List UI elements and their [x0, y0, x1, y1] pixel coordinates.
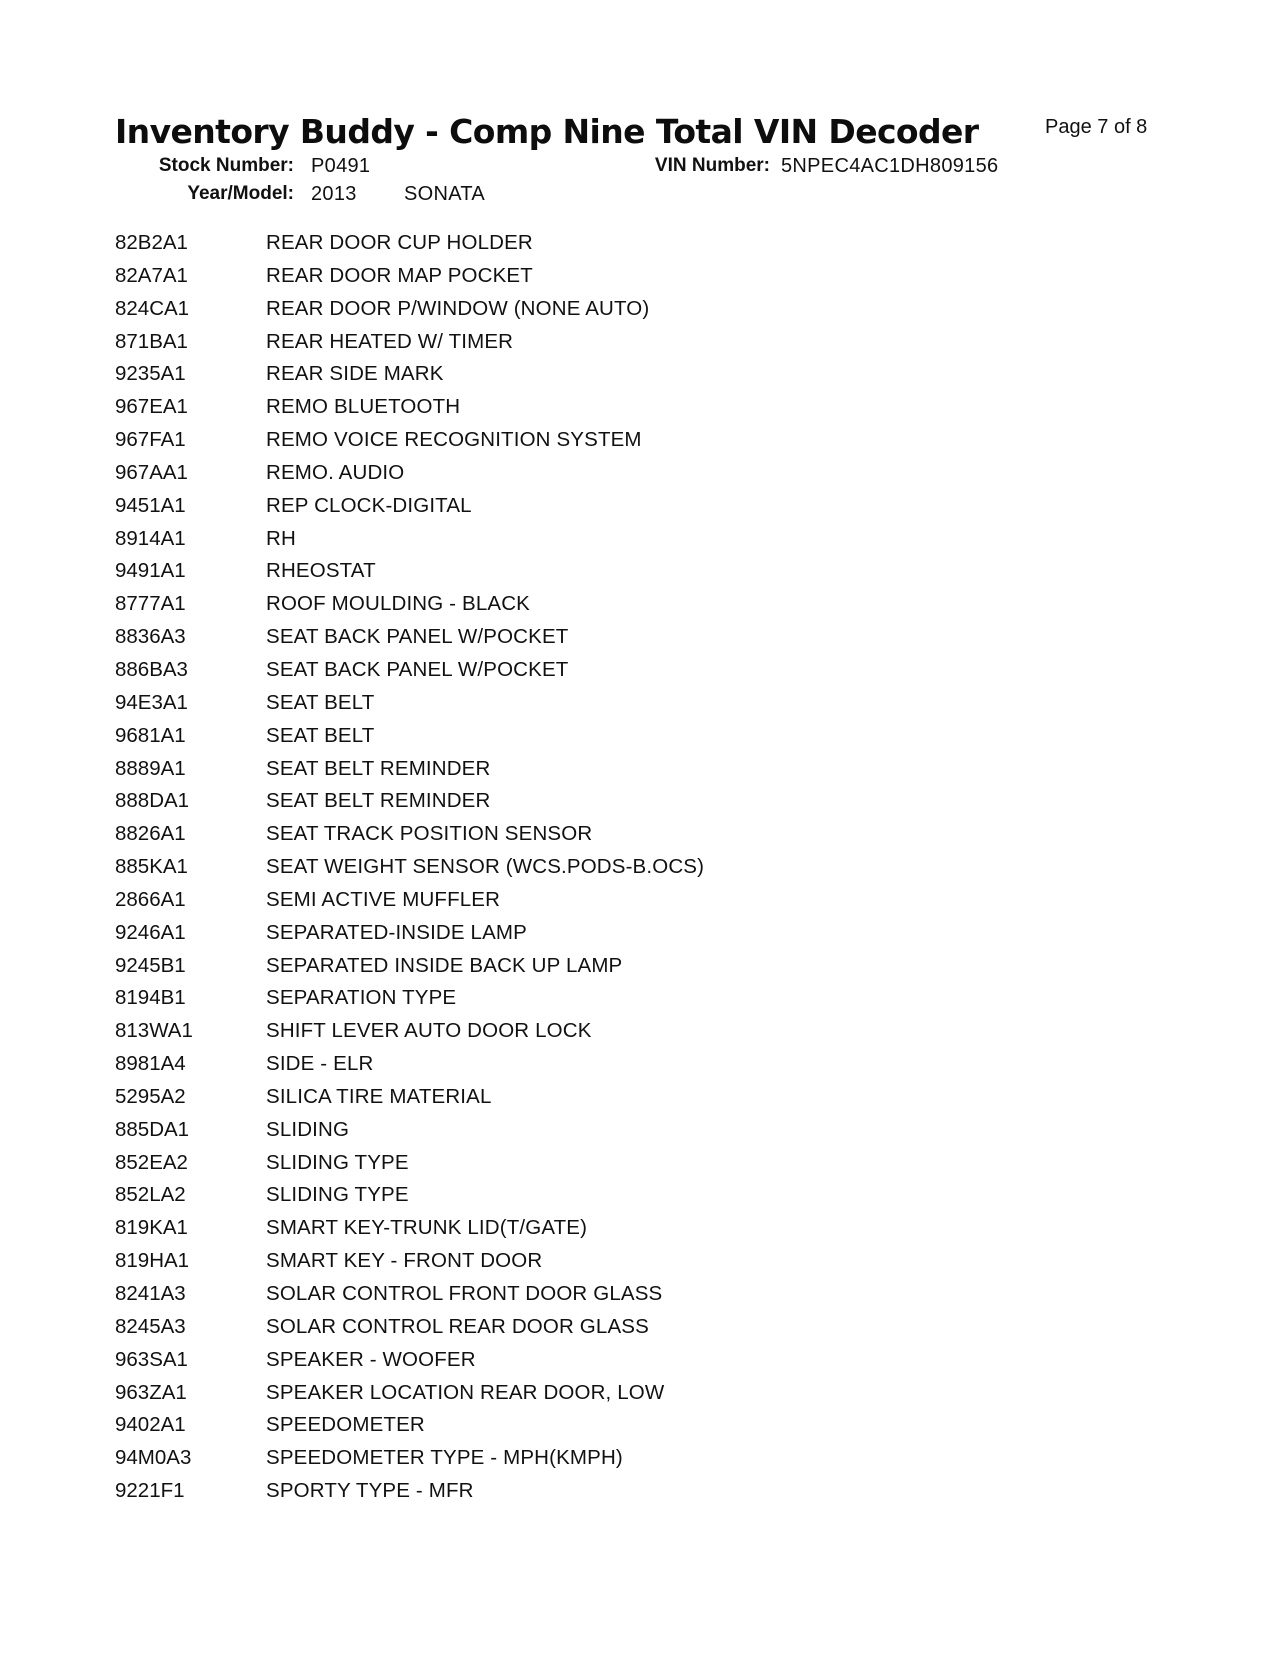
- option-code: 9235A1: [115, 362, 186, 386]
- option-code: 8241A3: [115, 1282, 186, 1305]
- option-description: SEMI ACTIVE MUFFLER: [266, 887, 501, 911]
- option-code: 94E3A1: [115, 690, 188, 714]
- table-row: [115, 851, 1115, 884]
- vin-number-label: VIN Number:: [654, 155, 770, 176]
- table-row: [115, 1114, 1115, 1147]
- option-code: 8194B1: [115, 986, 186, 1010]
- option-code: 9221F1: [115, 1479, 185, 1503]
- table-row: [115, 884, 1115, 917]
- option-description: RH: [266, 526, 296, 550]
- option-description: SPORTY TYPE - MFR: [266, 1479, 474, 1503]
- table-row: [115, 490, 1115, 523]
- option-code: 824CA1: [115, 296, 190, 320]
- table-row: [115, 1377, 1115, 1410]
- table-row: [115, 654, 1115, 687]
- option-description: REAR HEATED W/ TIMER: [266, 329, 514, 353]
- table-row: [115, 588, 1115, 621]
- option-code: 82A7A1: [115, 263, 188, 287]
- option-code: 8826A1: [115, 822, 186, 846]
- option-description: REMO BLUETOOTH: [266, 395, 461, 419]
- option-description: REMO. AUDIO: [266, 460, 405, 484]
- table-row: [115, 326, 1115, 359]
- option-code: 9491A1: [115, 559, 186, 583]
- option-description: SILICA TIRE MATERIAL: [266, 1084, 492, 1108]
- option-code: 888DA1: [115, 789, 190, 813]
- table-row: [115, 1179, 1115, 1212]
- option-code: 813WA1: [115, 1019, 193, 1043]
- model-value: SONATA: [404, 183, 486, 205]
- option-code-list: [115, 227, 1115, 1508]
- table-row: [115, 1311, 1115, 1344]
- option-code: 8245A3: [115, 1314, 186, 1338]
- table-row: [115, 818, 1115, 851]
- option-code: 967EA1: [115, 395, 188, 419]
- table-row: [115, 523, 1115, 556]
- option-code: 8914A1: [115, 526, 186, 550]
- table-row: [115, 391, 1115, 424]
- table-row: [115, 1344, 1115, 1377]
- option-description: REMO VOICE RECOGNITION SYSTEM: [266, 428, 642, 452]
- table-row: [115, 1147, 1115, 1180]
- option-code: 871BA1: [115, 329, 188, 353]
- option-description: ROOF MOULDING - BLACK: [266, 592, 530, 616]
- option-description: REAR DOOR CUP HOLDER: [266, 231, 533, 254]
- option-code: 8889A1: [115, 756, 186, 780]
- option-code: 885DA1: [115, 1117, 190, 1141]
- option-code: 819KA1: [115, 1216, 188, 1240]
- table-row: [115, 687, 1115, 720]
- option-description: REAR SIDE MARK: [266, 362, 444, 386]
- table-row: [115, 457, 1115, 490]
- table-row: [115, 424, 1115, 457]
- option-code: 9451A1: [115, 493, 186, 517]
- page-number: Page 7 of 8: [1045, 116, 1148, 138]
- table-row: [115, 917, 1115, 950]
- option-code: 886BA3: [115, 657, 188, 681]
- year-model-label: Year/Model:: [187, 183, 294, 204]
- option-description: SEAT WEIGHT SENSOR (WCS.PODS-B.OCS): [266, 855, 705, 879]
- table-row: [115, 720, 1115, 753]
- option-description: SOLAR CONTROL FRONT DOOR GLASS: [266, 1282, 663, 1305]
- option-description: SEAT BELT REMINDER: [266, 789, 491, 813]
- option-code: 82B2A1: [115, 231, 188, 254]
- option-code: 2866A1: [115, 887, 186, 911]
- table-row: [115, 1475, 1115, 1508]
- table-row: [115, 1409, 1115, 1442]
- option-description: SPEEDOMETER: [266, 1413, 425, 1437]
- option-code: 963SA1: [115, 1347, 188, 1371]
- option-description: SEAT BELT: [266, 723, 375, 747]
- option-description: SEAT BELT REMINDER: [266, 756, 491, 780]
- table-row: [115, 753, 1115, 786]
- table-row: [115, 293, 1115, 326]
- option-description: SHIFT LEVER AUTO DOOR LOCK: [266, 1019, 592, 1043]
- option-code: 8981A4: [115, 1052, 186, 1076]
- option-description: SEAT BACK PANEL W/POCKET: [266, 657, 569, 681]
- option-description: SMART KEY - FRONT DOOR: [266, 1249, 543, 1273]
- option-description: REAR DOOR MAP POCKET: [266, 263, 533, 287]
- table-row: [115, 950, 1115, 983]
- option-code: 967FA1: [115, 428, 186, 452]
- stock-number-label: Stock Number:: [158, 155, 294, 176]
- table-row: [115, 1015, 1115, 1048]
- option-description: SIDE - ELR: [266, 1052, 374, 1076]
- table-row: [115, 1278, 1115, 1311]
- option-description: SOLAR CONTROL REAR DOOR GLASS: [266, 1314, 649, 1338]
- option-description: SPEAKER - WOOFER: [266, 1347, 476, 1371]
- option-code: 852LA2: [115, 1183, 186, 1207]
- option-code: 8777A1: [115, 592, 186, 616]
- option-description: RHEOSTAT: [266, 559, 376, 583]
- table-row: [115, 1212, 1115, 1245]
- document-title: Inventory Buddy - Comp Nine Total VIN Decoder: [115, 112, 979, 151]
- table-row: [115, 1245, 1115, 1278]
- option-description: SPEAKER LOCATION REAR DOOR, LOW: [266, 1380, 665, 1404]
- table-row: [115, 621, 1115, 654]
- option-code: 8836A3: [115, 625, 186, 649]
- stock-number-value: P0491: [311, 155, 371, 177]
- option-description: SEAT TRACK POSITION SENSOR: [266, 822, 593, 846]
- table-row: [115, 1081, 1115, 1114]
- table-row: [115, 1442, 1115, 1475]
- year-value: 2013: [311, 183, 357, 205]
- option-code: 885KA1: [115, 855, 188, 879]
- option-code: 9402A1: [115, 1413, 186, 1437]
- table-row: [115, 555, 1115, 588]
- table-row: [115, 260, 1115, 293]
- option-description: SEPARATION TYPE: [266, 986, 457, 1010]
- table-row: [115, 1048, 1115, 1081]
- table-row: [115, 227, 1115, 260]
- option-description: SEAT BACK PANEL W/POCKET: [266, 625, 569, 649]
- option-code: 967AA1: [115, 460, 188, 484]
- option-description: SLIDING: [266, 1117, 350, 1141]
- option-code: 9681A1: [115, 723, 186, 747]
- option-description: SLIDING TYPE: [266, 1150, 409, 1174]
- option-code: 94M0A3: [115, 1446, 192, 1470]
- option-code: 852EA2: [115, 1150, 188, 1174]
- option-code: 9246A1: [115, 920, 186, 944]
- table-row: [115, 982, 1115, 1015]
- option-description: SEPARATED INSIDE BACK UP LAMP: [266, 953, 623, 977]
- option-code: 9245B1: [115, 953, 186, 977]
- option-description: SEPARATED-INSIDE LAMP: [266, 920, 527, 944]
- vin-number-value: 5NPEC4AC1DH809156: [781, 155, 999, 177]
- option-description: SMART KEY-TRUNK LID(T/GATE): [266, 1216, 588, 1240]
- option-code: 963ZA1: [115, 1380, 187, 1404]
- option-description: SPEEDOMETER TYPE - MPH(KMPH): [266, 1446, 623, 1470]
- option-description: SEAT BELT: [266, 690, 375, 714]
- option-description: REAR DOOR P/WINDOW (NONE AUTO): [266, 296, 650, 320]
- option-code: 819HA1: [115, 1249, 190, 1273]
- option-description: SLIDING TYPE: [266, 1183, 409, 1207]
- table-row: [115, 785, 1115, 818]
- option-description: REP CLOCK-DIGITAL: [266, 493, 472, 517]
- table-row: [115, 358, 1115, 391]
- option-code: 5295A2: [115, 1084, 186, 1108]
